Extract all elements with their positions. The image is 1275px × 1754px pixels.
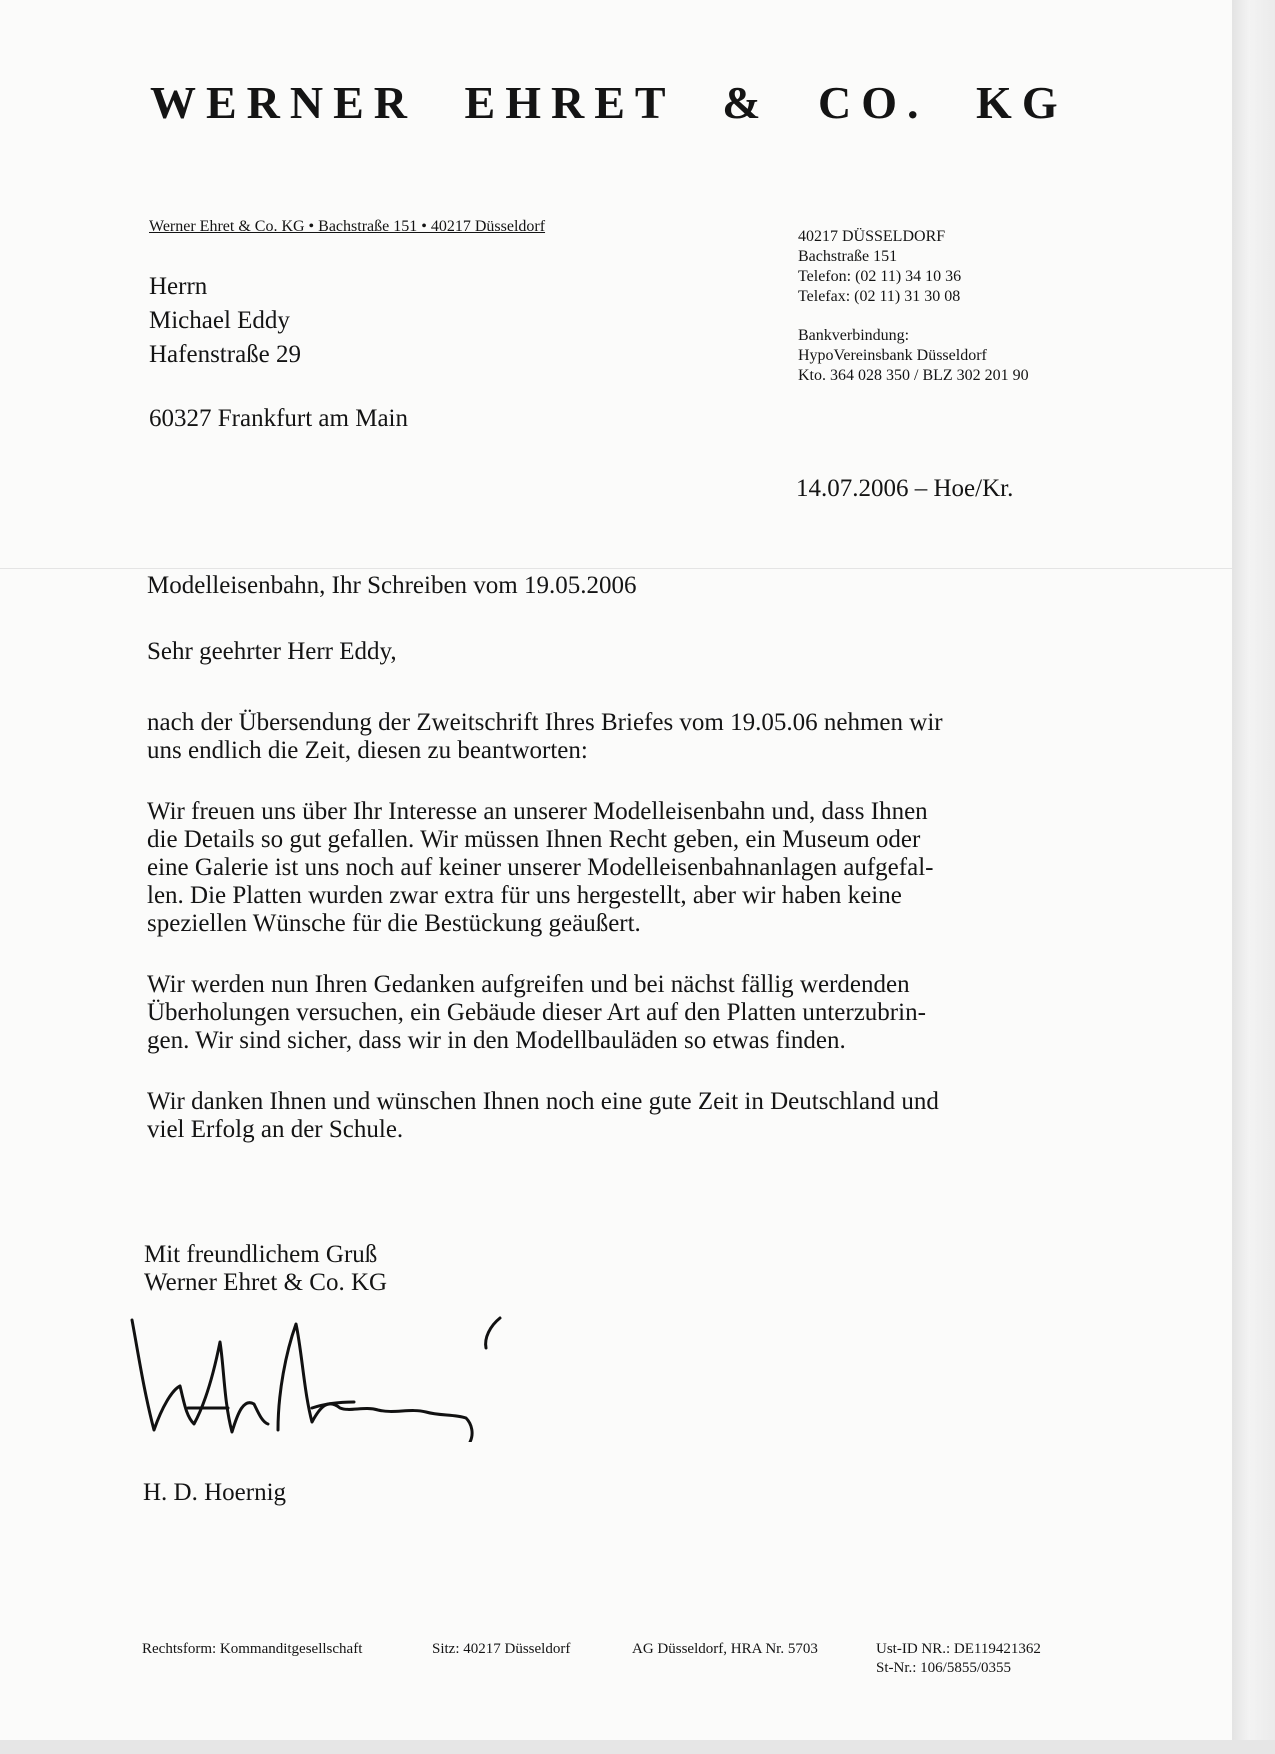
letter-closing (144, 1241, 387, 1297)
body-line: uns endlich die Zeit, diesen zu beantworten: (147, 737, 588, 764)
recipient-salutation: Herrn (149, 273, 208, 300)
footer-tax-number: St-Nr.: 106/5855/0355 (876, 1660, 1012, 1676)
body-paragraph-1 (147, 709, 1097, 765)
company-letterhead: WERNER EHRET & CO. KG (150, 77, 1068, 128)
contact-city: 40217 DÜSSELDORF (798, 228, 946, 245)
body-line: eine Galerie ist uns noch auf keiner unserer Modelleisenbahnanlagen aufgefal- (147, 854, 934, 881)
bank-account: Kto. 364 028 350 / BLZ 302 201 90 (798, 367, 1029, 384)
body-line: die Details so gut gefallen. Wir müssen Ihnen Recht geben, ein Museum oder (147, 826, 921, 853)
closing-greeting: Mit freundlichem Gruß (144, 1241, 378, 1268)
page-edge-bottom (0, 1740, 1275, 1754)
body-line: Wir danken Ihnen und wünschen Ihnen noch eine gute Zeit in Deutschland und (147, 1088, 939, 1115)
footer-tax-ids (876, 1640, 1041, 1678)
body-paragraph-3 (147, 971, 1097, 1055)
letter-subject: Modelleisenbahn, Ihr Schreiben vom 19.05.2006 (147, 572, 637, 599)
contact-street: Bachstraße 151 (798, 248, 898, 265)
recipient-city: 60327 Frankfurt am Main (149, 405, 408, 432)
fold-line (0, 568, 1232, 569)
recipient-name: Michael Eddy (149, 307, 290, 334)
body-paragraph-2 (147, 798, 1097, 938)
footer-register: AG Düsseldorf, HRA Nr. 5703 (632, 1641, 818, 1657)
footer-seat: Sitz: 40217 Düsseldorf (432, 1641, 571, 1657)
footer-vat-id: Ust-ID NR.: DE119421362 (876, 1641, 1041, 1657)
letter-body (147, 709, 1097, 1177)
body-line: speziellen Wünsche für die Bestückung geäußert. (147, 910, 641, 937)
body-line: Überholungen versuchen, ein Gebäude dieser Art auf den Platten unterzubrin- (147, 999, 926, 1026)
body-line: gen. Wir sind sicher, dass wir in den Modellbauläden so etwas finden. (147, 1027, 846, 1054)
letter-salutation: Sehr geehrter Herr Eddy, (147, 638, 397, 665)
contact-fax: Telefax: (02 11) 31 30 08 (798, 288, 961, 305)
sender-return-address: Werner Ehret & Co. KG • Bachstraße 151 • 40217 Düsseldorf (149, 218, 546, 235)
body-line: len. Die Platten wurden zwar extra für uns hergestellt, aber wir haben keine (147, 882, 902, 909)
bank-label: Bankverbindung: (798, 327, 910, 344)
body-line: Wir freuen uns über Ihr Interesse an unserer Modelleisenbahn und, dass Ihnen (147, 798, 928, 825)
body-line: viel Erfolg an der Schule. (147, 1116, 404, 1143)
closing-company: Werner Ehret & Co. KG (144, 1269, 388, 1296)
page-edge-right (1232, 0, 1275, 1754)
contact-phone: Telefon: (02 11) 34 10 36 (798, 268, 962, 285)
body-paragraph-4 (147, 1088, 1097, 1144)
company-contact-block (798, 227, 1029, 386)
handwritten-signature (128, 1312, 508, 1442)
date-reference: 14.07.2006 – Hoe/Kr. (796, 475, 1014, 502)
recipient-street: Hafenstraße 29 (149, 341, 302, 368)
body-line: Wir werden nun Ihren Gedanken aufgreifen und bei nächst fällig werdenden (147, 971, 910, 998)
body-line: nach der Übersendung der Zweitschrift Ihres Briefes vom 19.05.06 nehmen wir (147, 709, 943, 736)
bank-name: HypoVereinsbank Düsseldorf (798, 347, 987, 364)
signer-name: H. D. Hoernig (143, 1479, 287, 1506)
recipient-address (149, 270, 408, 436)
footer-legal-form: Rechtsform: Kommanditgesellschaft (142, 1641, 363, 1657)
